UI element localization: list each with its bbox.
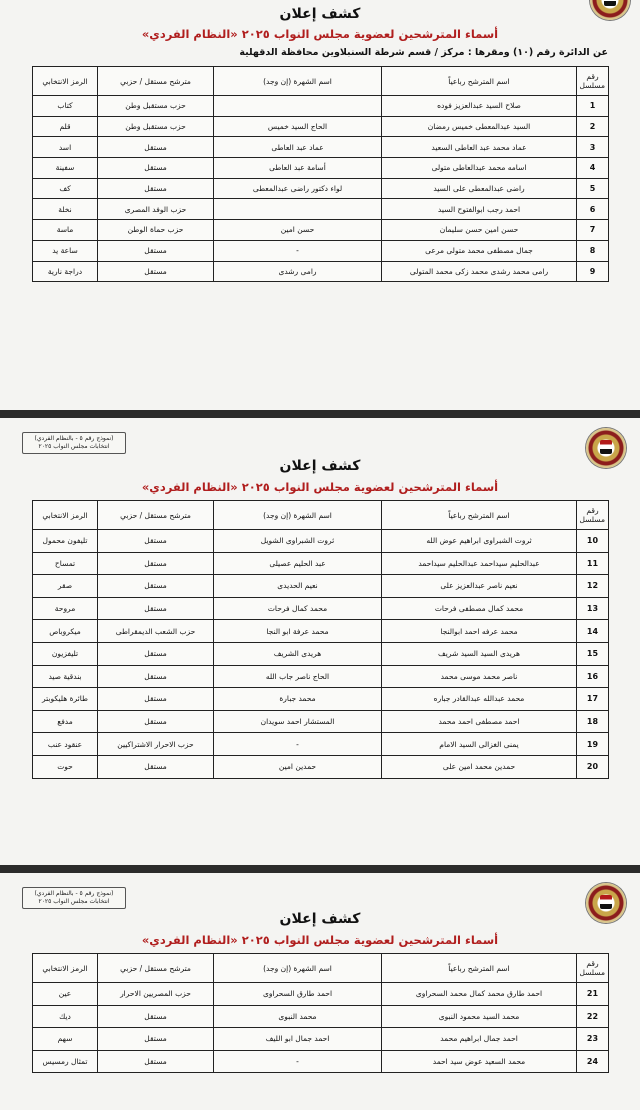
cell-fame-name: محمد عرفة ابو النجا <box>214 620 382 643</box>
cell-election-symbol: قلم <box>33 116 98 137</box>
header-name: اسم المترشح رباعياً <box>382 501 577 530</box>
cell-candidacy-type: حزب المصريين الاحرار <box>98 983 214 1006</box>
table-header-row <box>33 67 609 96</box>
table-row <box>33 552 609 575</box>
page-title: كشف إعلان <box>279 911 361 927</box>
notice-sheet-1 <box>0 0 640 410</box>
cell-fame-name: احمد طارق السحراوى <box>214 983 382 1006</box>
table-row <box>33 710 609 733</box>
cell-candidate-name: ناصر محمد موسى محمد <box>382 665 577 688</box>
table-row <box>33 733 609 756</box>
cell-candidate-name: اسامه محمد عبدالعاطى متولى <box>382 158 577 179</box>
cell-election-symbol: تليفزيون <box>33 642 98 665</box>
cell-candidate-name: احمد طارق محمد كمال محمد السحراوى <box>382 983 577 1006</box>
table-row <box>33 597 609 620</box>
cell-candidacy-type: مستقل <box>98 710 214 733</box>
cell-candidate-name: راضى عبدالمعطى على السيد <box>382 178 577 199</box>
cell-fame-name <box>214 199 382 220</box>
cell-election-symbol: عين <box>33 983 98 1006</box>
cell-candidacy-type: مستقل <box>98 642 214 665</box>
header-type: مترشح مستقل / حزبي <box>98 501 214 530</box>
cell-serial: 15 <box>577 642 609 665</box>
cell-candidate-name: هريدى السيد السيد شريف <box>382 642 577 665</box>
header-symbol: الرمز الانتخابي <box>33 67 98 96</box>
cell-serial: 20 <box>577 755 609 778</box>
stamp-line: انتخابات مجلس النواب ٢٠٢٥ <box>38 898 110 905</box>
table-row <box>33 220 609 241</box>
cell-fame-name: - <box>214 733 382 756</box>
cell-candidate-name: عبدالحليم سيداحمد عبدالحليم سيداحمد <box>382 552 577 575</box>
candidates-table <box>32 953 609 1073</box>
table-row <box>33 1028 609 1051</box>
cell-election-symbol: تمساح <box>33 552 98 575</box>
notice-sheet-3 <box>0 873 640 1110</box>
notice-sheet-2 <box>0 418 640 865</box>
cell-candidacy-type: حزب حماة الوطن <box>98 220 214 241</box>
cell-candidacy-type: مستقل <box>98 575 214 598</box>
cell-candidacy-type: مستقل <box>98 552 214 575</box>
table-row <box>33 96 609 117</box>
cell-candidacy-type: حزب الوفد المصرى <box>98 199 214 220</box>
cell-fame-name: الحاج السيد خميس <box>214 116 382 137</box>
cell-fame-name: المستشار احمد سويدان <box>214 710 382 733</box>
cell-candidate-name: محمد عبدالله عبدالقادر جباره <box>382 688 577 711</box>
cell-candidacy-type: مستقل <box>98 755 214 778</box>
cell-fame-name: أسامة عبد العاطى <box>214 158 382 179</box>
cell-candidate-name: محمد كمال مصطفى فرحات <box>382 597 577 620</box>
cell-serial: 7 <box>577 220 609 241</box>
cell-serial: 22 <box>577 1005 609 1028</box>
cell-candidate-name: رامى محمد رشدى محمد زكى محمد المتولى <box>382 261 577 282</box>
cell-fame-name: لواء دكتور راضى عبدالمعطى <box>214 178 382 199</box>
cell-fame-name: - <box>214 240 382 261</box>
cell-election-symbol: كتاب <box>33 96 98 117</box>
cell-fame-name: رامى رشدى <box>214 261 382 282</box>
table-row <box>33 688 609 711</box>
table-header-row <box>33 501 609 530</box>
cell-serial: 11 <box>577 552 609 575</box>
header-symbol: الرمز الانتخابي <box>33 501 98 530</box>
cell-fame-name: حسن امين <box>214 220 382 241</box>
cell-candidacy-type: مستقل <box>98 1028 214 1051</box>
cell-fame-name: محمد كمال فرحات <box>214 597 382 620</box>
cell-election-symbol: مدفع <box>33 710 98 733</box>
stamp-line: (نموذج رقم ٥ - بالنظام الفردي) <box>34 435 114 442</box>
cell-fame-name: نعيم الحديدى <box>214 575 382 598</box>
cell-election-symbol: ماسة <box>33 220 98 241</box>
cell-fame-name: عماد عبد العاطى <box>214 137 382 158</box>
cell-candidate-name: يمنى الغزالى السيد الامام <box>382 733 577 756</box>
cell-serial: 17 <box>577 688 609 711</box>
cell-candidate-name: السيد عبدالمعطى خميس رمضان <box>382 116 577 137</box>
cell-election-symbol: ميكروباص <box>33 620 98 643</box>
cell-serial: 2 <box>577 116 609 137</box>
table-row <box>33 665 609 688</box>
cell-serial: 23 <box>577 1028 609 1051</box>
cell-candidate-name: محمد السعيد عوض سيد احمد <box>382 1050 577 1073</box>
cell-candidacy-type: مستقل <box>98 178 214 199</box>
cell-election-symbol: طائرة هليكوبتر <box>33 688 98 711</box>
cell-election-symbol: تمثال رمسيس <box>33 1050 98 1073</box>
stamp-line: انتخابات مجلس النواب ٢٠٢٥ <box>38 443 110 450</box>
cell-fame-name: محمد جبارة <box>214 688 382 711</box>
table-row <box>33 642 609 665</box>
page-subtitle: أسماء المترشحين لعضوية مجلس النواب ٢٠٢٥ «النظام الفردي» <box>141 480 499 494</box>
cell-election-symbol: تليفون محمول <box>33 530 98 553</box>
header-fame: اسم الشهرة (إن وجد) <box>214 67 382 96</box>
cell-candidate-name: جمال مصطفى محمد متولى مرعى <box>382 240 577 261</box>
cell-candidate-name: محمد عرفه احمد ابوالنجا <box>382 620 577 643</box>
cell-candidate-name: حمدين محمد امين على <box>382 755 577 778</box>
table-row <box>33 199 609 220</box>
cell-fame-name: الحاج ناصر جاب الله <box>214 665 382 688</box>
district-line: عن الدائرة رقم (١٠) ومقرها : مركز / قسم شرطة السنبلاوين محافظة الدقهلية <box>239 47 608 58</box>
header-serial: رقم مسلسل <box>577 67 609 96</box>
page-subtitle: أسماء المترشحين لعضوية مجلس النواب ٢٠٢٥ «النظام الفردي» <box>141 933 499 947</box>
cell-serial: 19 <box>577 733 609 756</box>
table-row <box>33 137 609 158</box>
cell-election-symbol: عنقود عنب <box>33 733 98 756</box>
cell-serial: 5 <box>577 178 609 199</box>
cell-candidacy-type: مستقل <box>98 137 214 158</box>
cell-candidacy-type: مستقل <box>98 261 214 282</box>
table-row <box>33 261 609 282</box>
cell-serial: 24 <box>577 1050 609 1073</box>
table-row <box>33 158 609 179</box>
table-row <box>33 755 609 778</box>
form-stamp <box>22 887 126 909</box>
cell-candidacy-type: مستقل <box>98 1005 214 1028</box>
cell-candidate-name: احمد مصطفى احمد محمد <box>382 710 577 733</box>
table-row <box>33 116 609 137</box>
cell-candidate-name: حسن امين حسن سليمان <box>382 220 577 241</box>
cell-serial: 4 <box>577 158 609 179</box>
cell-candidate-name: صلاح السيد عبدالعزيز فوده <box>382 96 577 117</box>
cell-serial: 18 <box>577 710 609 733</box>
table-row <box>33 983 609 1006</box>
header-type: مترشح مستقل / حزبي <box>98 67 214 96</box>
cell-serial: 14 <box>577 620 609 643</box>
form-stamp <box>22 432 126 454</box>
cell-candidacy-type: مستقل <box>98 530 214 553</box>
cell-candidacy-type: حزب الشعب الديمقراطى <box>98 620 214 643</box>
candidates-table <box>32 500 609 779</box>
cell-fame-name: احمد جمال ابو الليف <box>214 1028 382 1051</box>
cell-serial: 12 <box>577 575 609 598</box>
cell-candidacy-type: مستقل <box>98 597 214 620</box>
cell-serial: 6 <box>577 199 609 220</box>
cell-candidacy-type: مستقل <box>98 240 214 261</box>
cell-serial: 3 <box>577 137 609 158</box>
stamp-line: (نموذج رقم ٥ - بالنظام الفردي) <box>34 890 114 897</box>
cell-fame-name: محمد النبوى <box>214 1005 382 1028</box>
cell-candidacy-type: مستقل <box>98 1050 214 1073</box>
cell-election-symbol: سفينة <box>33 158 98 179</box>
cell-fame-name: حمدين امين <box>214 755 382 778</box>
cell-serial: 13 <box>577 597 609 620</box>
cell-serial: 21 <box>577 983 609 1006</box>
cell-serial: 10 <box>577 530 609 553</box>
cell-election-symbol: بندقية صيد <box>33 665 98 688</box>
cell-election-symbol: نخلة <box>33 199 98 220</box>
header-name: اسم المترشح رباعياً <box>382 954 577 983</box>
cell-candidacy-type: حزب مستقبل وطن <box>98 96 214 117</box>
cell-candidate-name: ثروت الشبراوى ابراهيم عوض الله <box>382 530 577 553</box>
cell-fame-name: ثروت الشبراوى الشويل <box>214 530 382 553</box>
cell-election-symbol: ساعة يد <box>33 240 98 261</box>
cell-candidate-name: عماد محمد عبد العاطى السعيد <box>382 137 577 158</box>
cell-election-symbol: اسد <box>33 137 98 158</box>
header-fame: اسم الشهرة (إن وجد) <box>214 954 382 983</box>
cell-election-symbol: كف <box>33 178 98 199</box>
table-row <box>33 1050 609 1073</box>
cell-election-symbol: صقر <box>33 575 98 598</box>
header-fame: اسم الشهرة (إن وجد) <box>214 501 382 530</box>
header-name: اسم المترشح رباعياً <box>382 67 577 96</box>
table-row <box>33 240 609 261</box>
cell-candidacy-type: حزب الاحرار الاشتراكيين <box>98 733 214 756</box>
cell-candidacy-type: مستقل <box>98 158 214 179</box>
cell-serial: 9 <box>577 261 609 282</box>
header-serial: رقم مسلسل <box>577 954 609 983</box>
cell-election-symbol: دراجة نارية <box>33 261 98 282</box>
cell-candidacy-type: حزب مستقبل وطن <box>98 116 214 137</box>
cell-fame-name <box>214 96 382 117</box>
cell-serial: 1 <box>577 96 609 117</box>
cell-serial: 8 <box>577 240 609 261</box>
header-type: مترشح مستقل / حزبي <box>98 954 214 983</box>
table-row <box>33 178 609 199</box>
table-row <box>33 530 609 553</box>
cell-fame-name: هريدى الشريف <box>214 642 382 665</box>
cell-fame-name: - <box>214 1050 382 1073</box>
cell-candidacy-type: مستقل <box>98 688 214 711</box>
table-row <box>33 620 609 643</box>
cell-serial: 16 <box>577 665 609 688</box>
header-symbol: الرمز الانتخابي <box>33 954 98 983</box>
cell-candidate-name: احمد رجب ابوالفتوح السيد <box>382 199 577 220</box>
table-row <box>33 1005 609 1028</box>
page-title: كشف إعلان <box>279 458 361 474</box>
candidates-table <box>32 66 609 282</box>
cell-candidate-name: محمد السيد محمود النبوى <box>382 1005 577 1028</box>
header-serial: رقم مسلسل <box>577 501 609 530</box>
cell-election-symbol: مروحة <box>33 597 98 620</box>
cell-fame-name: عبد الحليم عصيلى <box>214 552 382 575</box>
table-row <box>33 575 609 598</box>
cell-election-symbol: سهم <box>33 1028 98 1051</box>
page-subtitle: أسماء المترشحين لعضوية مجلس النواب ٢٠٢٥ «النظام الفردي» <box>141 27 499 41</box>
cell-candidate-name: نعيم ناصر عبدالعزيز على <box>382 575 577 598</box>
cell-candidate-name: احمد جمال ابراهيم محمد <box>382 1028 577 1051</box>
cell-election-symbol: ديك <box>33 1005 98 1028</box>
page-title: كشف إعلان <box>279 6 361 22</box>
table-header-row <box>33 954 609 983</box>
cell-election-symbol: حوت <box>33 755 98 778</box>
cell-candidacy-type: مستقل <box>98 665 214 688</box>
